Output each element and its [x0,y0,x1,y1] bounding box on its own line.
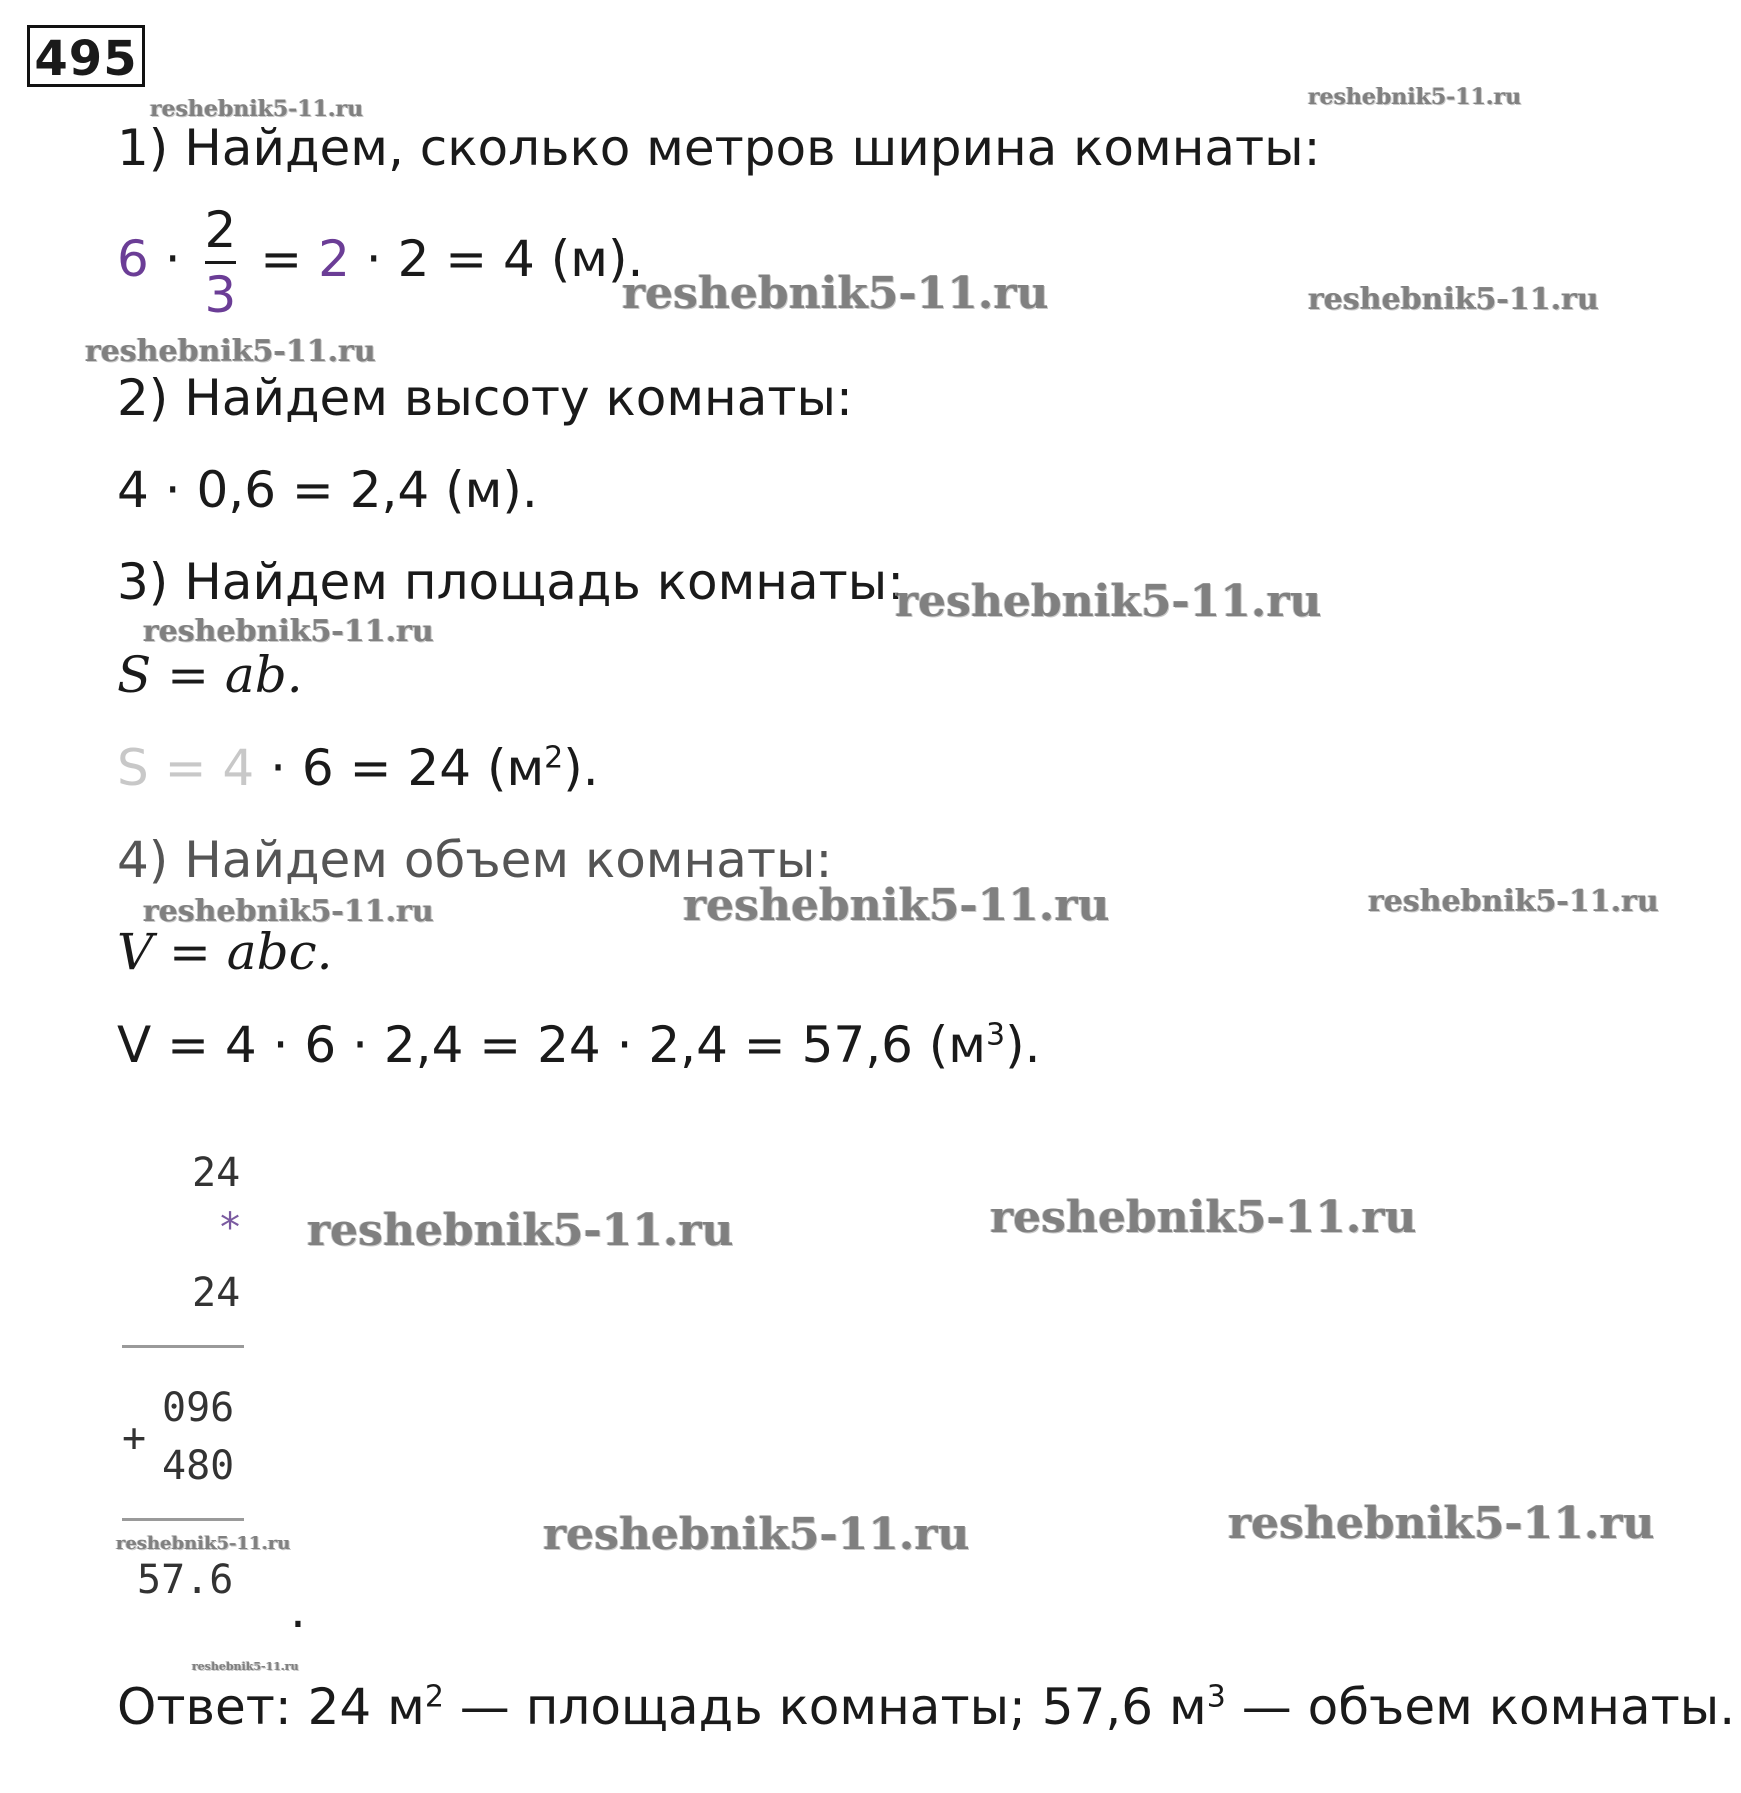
step3-heading: 3) Найдем площадь комнаты: [117,553,905,611]
step2-calc: 4 · 0,6 = 2,4 (м). [117,461,538,519]
fraction-denominator: 3 [204,266,237,324]
mult-operator: * [218,1205,243,1251]
watermark: reshebnik5-11.ru [683,880,1110,931]
watermark: reshebnik5-11.ru [1308,282,1599,317]
watermark: reshebnik5-11.ru [543,1509,970,1560]
mult-result: 57.6 [137,1557,234,1603]
step4-heading: 4) Найдем объем комнаты: [117,831,833,889]
mult-rule-2 [122,1518,244,1521]
step1-calc [117,201,644,324]
step1-heading: 1) Найдем, сколько метров ширина комнаты: [117,119,1321,177]
step3-calc-end: ). [563,739,599,797]
watermark: reshebnik5-11.ru [116,1533,291,1554]
answer-part3: — объем комнаты. [1225,1678,1736,1736]
answer-part2: — площадь комнаты; 57,6 м [443,1678,1207,1736]
dot-operator: · [164,230,181,288]
step3-formula: S = ab. [117,646,303,704]
watermark: reshebnik5-11.ru [990,1192,1417,1243]
step3-calc [117,738,599,798]
answer [117,1677,1735,1737]
watermark: reshebnik5-11.ru [895,576,1322,627]
watermark: reshebnik5-11.ru [622,268,1049,319]
step4-sup: 3 [986,1017,1006,1053]
mult-plus: + [122,1415,147,1461]
watermark: reshebnik5-11.ru [85,334,376,369]
watermark: reshebnik5-11.ru [150,96,364,122]
mult-bottom: 24 [192,1270,241,1316]
watermark: reshebnik5-11.ru [143,894,434,929]
watermark: reshebnik5-11.ru [307,1205,734,1256]
step2-heading: 2) Найдем высоту комнаты: [117,369,853,427]
watermark: reshebnik5-11.ru [1368,884,1659,919]
problem-number: 495 [27,25,145,87]
fraction [204,201,237,324]
mult-top: 24 [192,1150,241,1196]
mult-dot: . [290,1581,306,1639]
answer-sup2: 3 [1206,1679,1226,1715]
mult-rule-1 [122,1345,244,1348]
step3-calc-faded: S = 4 [117,739,255,797]
step1-rest: · 2 = 4 (м). [365,230,644,288]
step1-factor: 6 [117,230,149,288]
step4-calc [117,1015,1041,1075]
watermark: reshebnik5-11.ru [1228,1498,1655,1549]
step3-calc-rest: · 6 = 24 (м [270,739,545,797]
step1-equals: = [260,230,303,288]
step4-formula: V = abc. [117,923,333,981]
step4-calc-main: V = 4 · 6 · 2,4 = 24 · 2,4 = 57,6 (м [117,1016,987,1074]
fraction-numerator: 2 [204,201,237,259]
step1-reduced: 2 [318,230,350,288]
watermark: reshebnik5-11.ru [192,1660,299,1673]
step4-calc-end: ). [1005,1016,1041,1074]
answer-part1: Ответ: 24 м [117,1678,425,1736]
mult-partial-2: 480 [162,1443,235,1489]
watermark: reshebnik5-11.ru [143,614,434,649]
step3-sup: 2 [544,740,564,776]
answer-sup1: 2 [424,1679,444,1715]
fraction-bar [205,261,237,264]
watermark: reshebnik5-11.ru [1308,84,1522,110]
mult-partial-1: 096 [162,1385,235,1431]
